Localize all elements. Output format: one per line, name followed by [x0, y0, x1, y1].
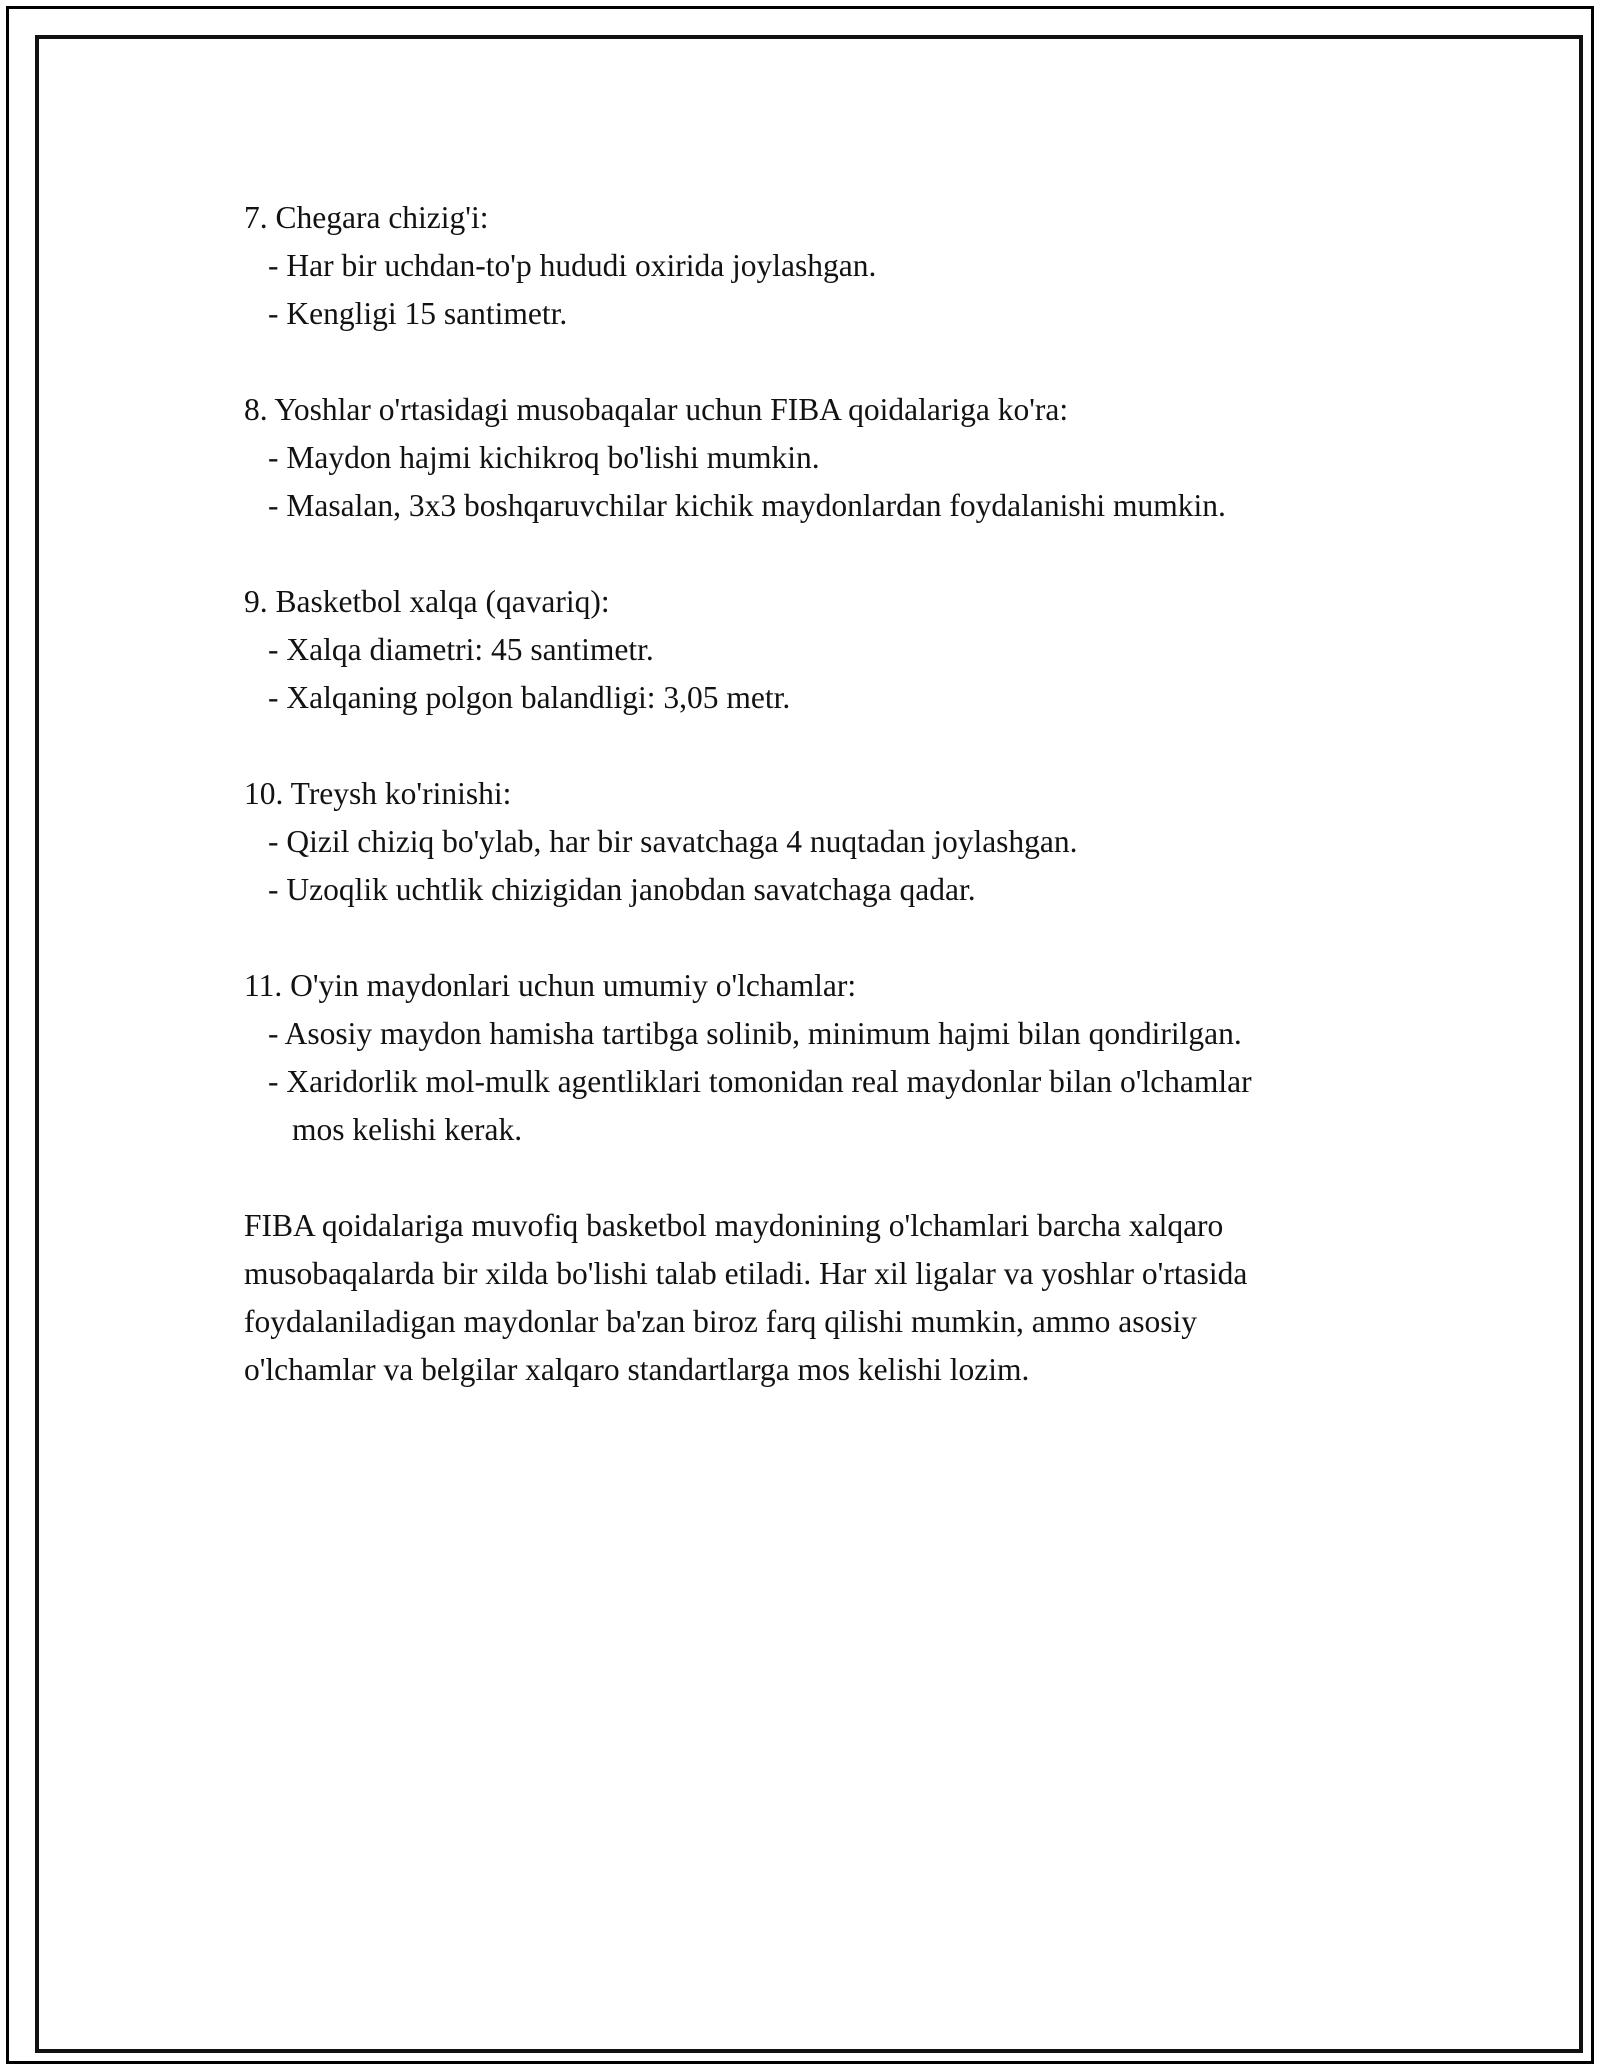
- section-heading: 9. Basketbol xalqa (qavariq):: [244, 584, 610, 619]
- section-bullet: - Masalan, 3x3 boshqaruvchilar kichik maydonlardan foydalanishi mumkin.: [268, 488, 1226, 523]
- section-bullet: - Har bir uchdan-to'p hududi oxirida joylashgan.: [268, 248, 877, 283]
- section-bullet: - Kengligi 15 santimetr.: [268, 296, 568, 331]
- numbered-section: [244, 962, 1274, 1154]
- section-bullet: - Xalqa diametri: 45 santimetr.: [268, 632, 654, 667]
- numbered-section: [244, 386, 1274, 530]
- section-heading: 7. Chegara chizig'i:: [244, 200, 489, 235]
- numbered-section: [244, 194, 1274, 338]
- section-bullet: - Xalqaning polgon balandligi: 3,05 metr.: [268, 680, 791, 715]
- section-bullet: - Uzoqlik uchtlik chizigidan janobdan savatchaga qadar.: [268, 872, 976, 907]
- section-bullet: - Xaridorlik mol-mulk agentliklari tomonidan real maydonlar bilan o'lchamlar mos kelishi kerak.: [268, 1064, 1260, 1147]
- section-heading: 11. O'yin maydonlari uchun umumiy o'lchamlar:: [244, 968, 857, 1003]
- section-bullet: - Maydon hajmi kichikroq bo'lishi mumkin.: [268, 440, 820, 475]
- section-heading: 10. Treysh ko'rinishi:: [244, 776, 512, 811]
- closing-paragraph: [244, 1202, 1274, 1394]
- scan-outer-frame: [6, 6, 1594, 2064]
- section-heading: 8. Yoshlar o'rtasidagi musobaqalar uchun FIBA qoidalariga ko'ra:: [244, 392, 1069, 427]
- document-text-body: [244, 194, 1274, 1394]
- document-page: [35, 35, 1583, 2053]
- section-bullet: - Asosiy maydon hamisha tartibga solinib, minimum hajmi bilan qondirilgan.: [268, 1016, 1242, 1051]
- paragraph-text: FIBA qoidalariga muvofiq basketbol maydonining o'lchamlari barcha xalqaro musobaqalarda bir xilda bo'lishi talab etiladi. Har xil ligalar va yoshlar o'rtasida foydalaniladigan maydonlar ba'zan biroz farq qilishi mumkin, ammo asosiy o'lchamlar va belgilar xalqaro standartlarga mos kelishi lozim.: [244, 1208, 1256, 1387]
- numbered-section: [244, 578, 1274, 722]
- section-bullet: - Qizil chiziq bo'ylab, har bir savatchaga 4 nuqtadan joylashgan.: [268, 824, 1078, 859]
- numbered-section: [244, 770, 1274, 914]
